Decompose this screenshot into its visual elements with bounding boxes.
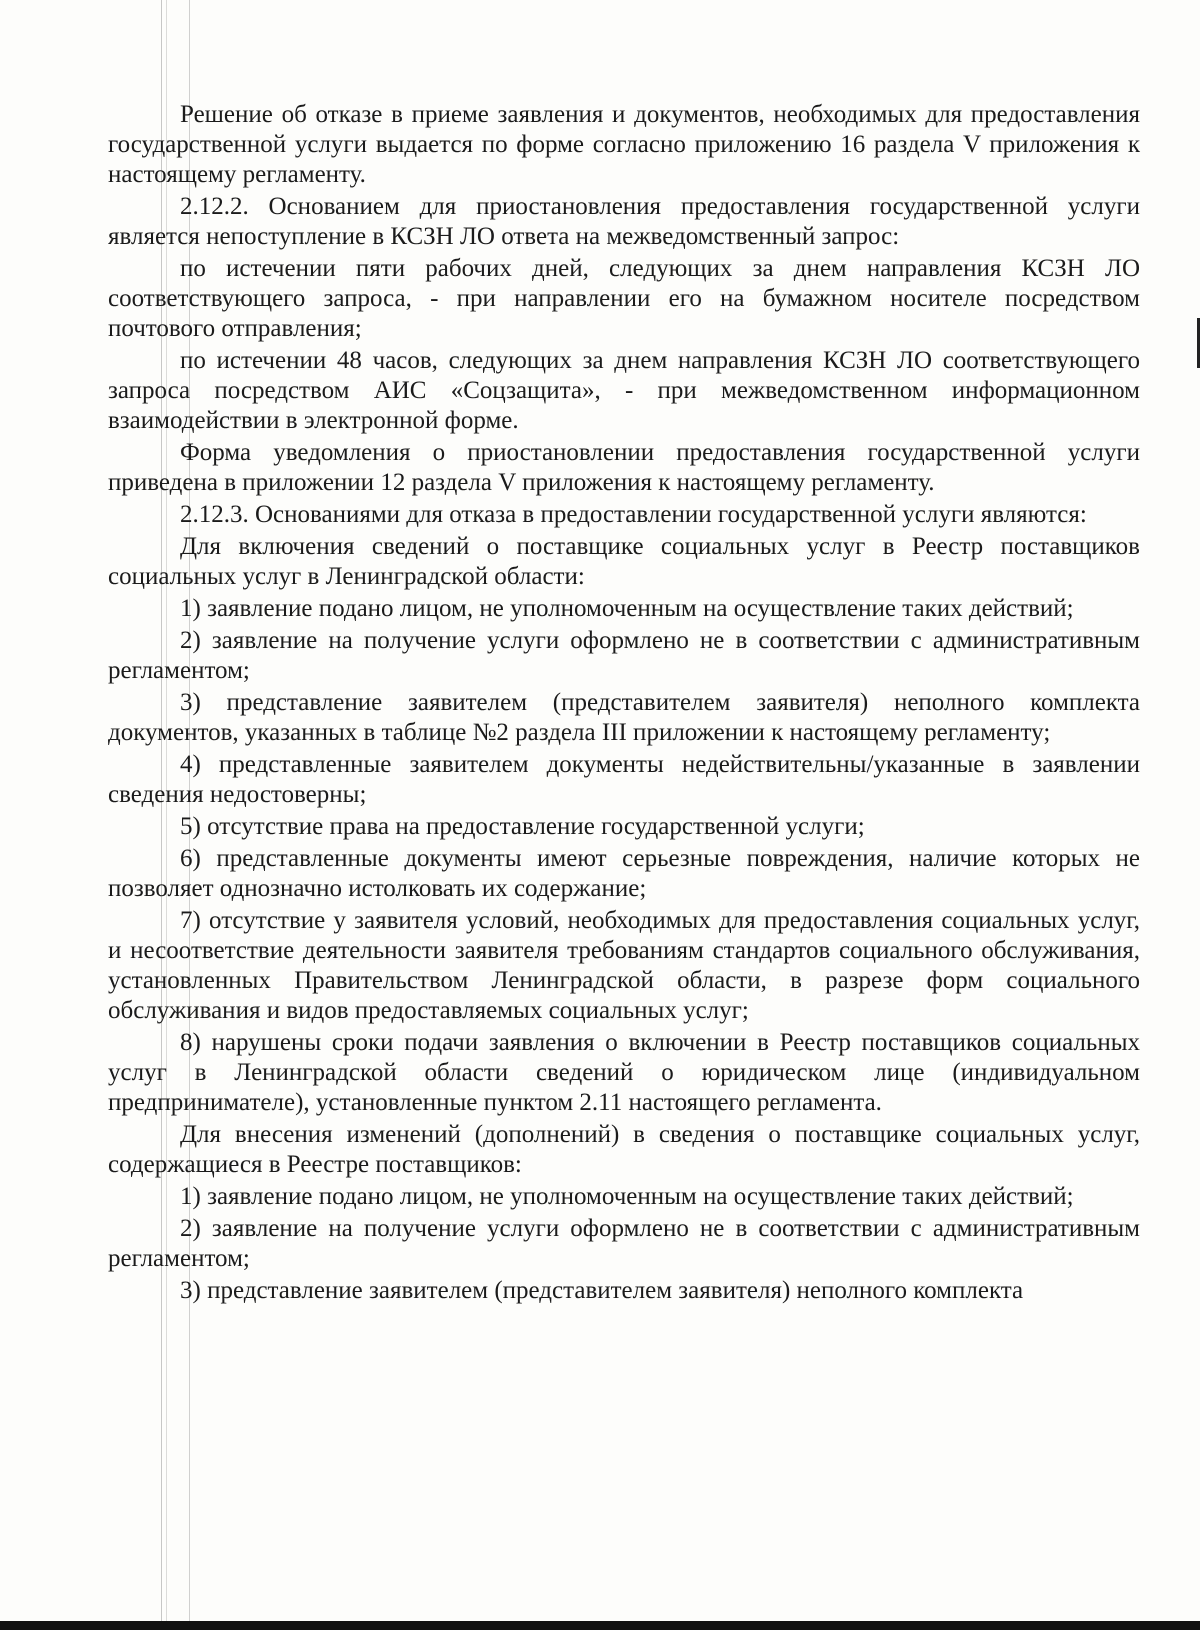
- list-item: 6) представленные документы имеют серьезные повреждения, наличие которых не позволяет однозначно истолковать их содержание;: [108, 845, 1140, 902]
- list-item: 4) представленные заявителем документы недействительны/указанные в заявлении сведения недостоверны;: [108, 751, 1140, 808]
- paragraph: Форма уведомления о приостановлении предоставления государственной услуги приведена в приложении 12 раздела V приложения к настоящему регламенту.: [108, 439, 1140, 496]
- paragraph: 2.12.2. Основанием для приостановления предоставления государственной услуги является непоступление в КСЗН ЛО ответа на межведомственный запрос:: [108, 193, 1140, 250]
- list-item: 3) представление заявителем (представителем заявителя) неполного комплекта документов, указанных в таблице №2 раздела III приложении к настоящему регламенту;: [108, 689, 1140, 746]
- paragraph: 2.12.3. Основаниями для отказа в предоставлении государственной услуги являются:: [180, 501, 1087, 528]
- paragraph: Для внесения изменений (дополнений) в сведения о поставщике социальных услуг, содержащиеся в Реестре поставщиков:: [108, 1121, 1140, 1178]
- document-body: [108, 100, 1140, 1306]
- list-item: 5) отсутствие права на предоставление государственной услуги;: [180, 813, 865, 840]
- paragraph: по истечении пяти рабочих дней, следующих за днем направления КСЗН ЛО соответствующего запроса, - при направлении его на бумажном носителе посредством почтового отправления;: [108, 255, 1140, 342]
- list-item: 8) нарушены сроки подачи заявления о включении в Реестр поставщиков социальных услуг в Ленинградской области сведений о юридическом лице (индивидуальном предпринимателе), установленные пунктом 2.11 настоящего регламента.: [108, 1029, 1140, 1116]
- list-item: 2) заявление на получение услуги оформлено не в соответствии с административным регламентом;: [108, 627, 1140, 684]
- list-item: 1) заявление подано лицом, не уполномоченным на осуществление таких действий;: [180, 595, 1074, 622]
- paragraph: Для включения сведений о поставщике социальных услуг в Реестр поставщиков социальных услуг в Ленинградской области:: [108, 533, 1140, 590]
- paragraph: по истечении 48 часов, следующих за днем направления КСЗН ЛО соответствующего запроса посредством АИС «Соцзащита», - при межведомственном информационном взаимодействии в электронной форме.: [108, 347, 1140, 434]
- scan-bottom-edge: [0, 1621, 1200, 1630]
- list-item: 1) заявление подано лицом, не уполномоченным на осуществление таких действий;: [180, 1183, 1074, 1210]
- list-item: 7) отсутствие у заявителя условий, необходимых для предоставления социальных услуг, и несоответствие деятельности заявителя требованиям стандартов социального обслуживания, установленных Правительством Ленинградской области, в разрезе форм социального обслуживания и видов предоставляемых социальных услуг;: [108, 907, 1140, 1024]
- list-item: 3) представление заявителем (представителем заявителя) неполного комплекта: [180, 1277, 1024, 1304]
- paragraph: Решение об отказе в приеме заявления и документов, необходимых для предоставления государственной услуги выдается по форме согласно приложению 16 раздела V приложения к настоящему регламенту.: [108, 101, 1140, 188]
- list-item: 2) заявление на получение услуги оформлено не в соответствии с административным регламентом;: [108, 1215, 1140, 1272]
